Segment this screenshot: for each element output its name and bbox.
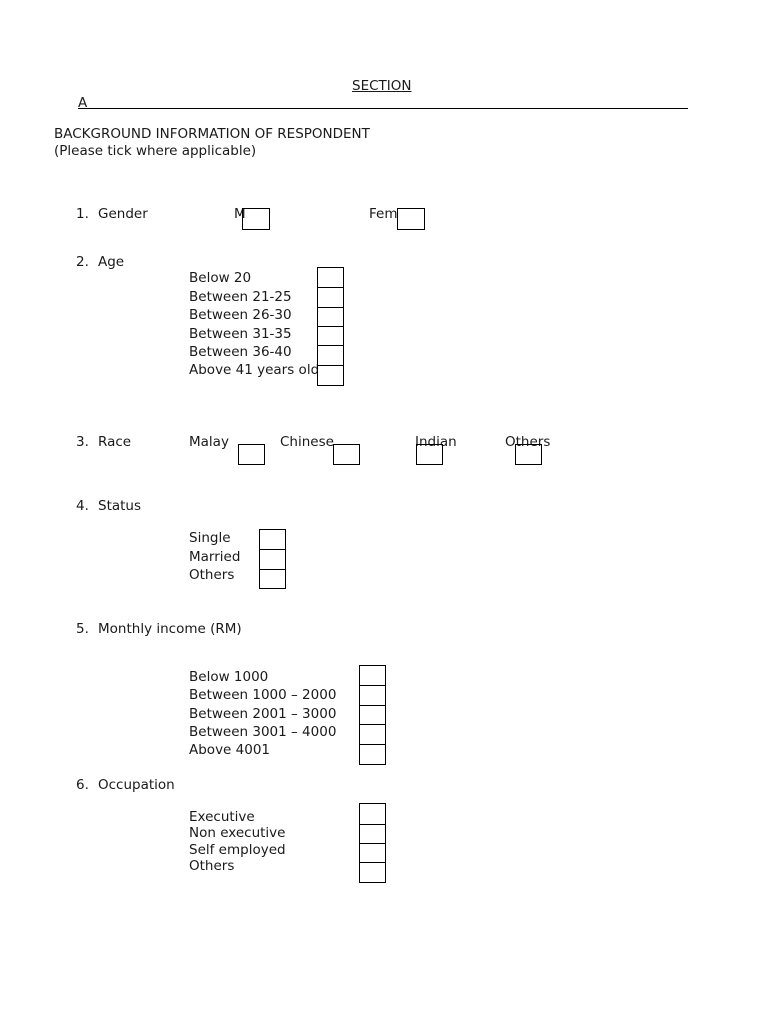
checkbox-occupation[interactable]: [359, 843, 386, 863]
option-label-age: Between 31-35: [189, 326, 292, 342]
option-label-race: Chinese: [280, 434, 334, 450]
section-heading: SECTION: [352, 78, 412, 94]
checkbox-age[interactable]: [317, 326, 344, 346]
checkbox-income[interactable]: [359, 744, 386, 765]
option-label-status: Single: [189, 530, 231, 546]
option-label-age: Below 20: [189, 270, 252, 286]
question-number: 4.: [76, 498, 89, 514]
option-label-income: Between 1000 – 2000: [189, 687, 337, 703]
question-number: 1.: [76, 206, 89, 222]
option-label-status: Others: [189, 567, 235, 583]
option-label-income: Between 2001 – 3000: [189, 706, 337, 722]
option-label-status: Married: [189, 549, 241, 565]
question-label-race: Race: [98, 434, 132, 450]
checkbox-age[interactable]: [317, 365, 344, 386]
question-number: 5.: [76, 621, 89, 637]
checkbox-gender-female[interactable]: [397, 208, 425, 230]
section-letter: A: [78, 95, 88, 111]
option-label-age: Between 36-40: [189, 344, 292, 360]
checkbox-age[interactable]: [317, 307, 344, 327]
question-number: 6.: [76, 777, 89, 793]
page-subtitle: (Please tick where applicable): [54, 143, 257, 159]
checkbox-income[interactable]: [359, 665, 386, 686]
option-label-age: Between 26-30: [189, 307, 292, 323]
checkbox-age[interactable]: [317, 345, 344, 366]
question-label-status: Status: [98, 498, 142, 514]
header-divider: [78, 108, 688, 109]
checkbox-gender-male[interactable]: [242, 208, 270, 230]
page-title: BACKGROUND INFORMATION OF RESPONDENT: [54, 126, 370, 142]
question-label-occupation: Occupation: [98, 777, 175, 793]
checkbox-occupation[interactable]: [359, 862, 386, 883]
option-label-age: Above 41 years old: [189, 362, 320, 378]
question-label-age: Age: [98, 254, 125, 270]
checkbox-status[interactable]: [259, 569, 286, 589]
checkbox-status[interactable]: [259, 549, 286, 570]
option-label-race: Indian: [415, 434, 457, 450]
option-label-occupation: Self employed: [189, 842, 286, 858]
option-label-race: Others: [505, 434, 551, 450]
checkbox-income[interactable]: [359, 724, 386, 745]
option-label-occupation: Others: [189, 858, 235, 874]
option-label-income: Above 4001: [189, 742, 271, 758]
question-label-income: Monthly income (RM): [98, 621, 242, 637]
option-label-occupation: Executive: [189, 809, 255, 825]
option-label-race: Malay: [189, 434, 229, 450]
checkbox-race-others[interactable]: [515, 444, 542, 465]
option-label-female: Fem: [369, 206, 398, 222]
checkbox-occupation[interactable]: [359, 824, 386, 844]
checkbox-income[interactable]: [359, 685, 386, 706]
checkbox-status[interactable]: [259, 529, 286, 550]
checkbox-race-malay[interactable]: [238, 444, 265, 465]
option-label-income: Between 3001 – 4000: [189, 724, 337, 740]
question-label-gender: Gender: [98, 206, 148, 222]
option-label-income: Below 1000: [189, 669, 269, 685]
checkbox-occupation[interactable]: [359, 803, 386, 825]
checkbox-income[interactable]: [359, 705, 386, 725]
checkbox-race-indian[interactable]: [416, 444, 443, 465]
option-label-age: Between 21-25: [189, 289, 292, 305]
question-number: 2.: [76, 254, 89, 270]
checkbox-race-chinese[interactable]: [333, 444, 360, 465]
option-label-occupation: Non executive: [189, 825, 286, 841]
option-label-male: M: [234, 206, 246, 222]
checkbox-age[interactable]: [317, 267, 344, 288]
question-number: 3.: [76, 434, 89, 450]
checkbox-age[interactable]: [317, 287, 344, 308]
